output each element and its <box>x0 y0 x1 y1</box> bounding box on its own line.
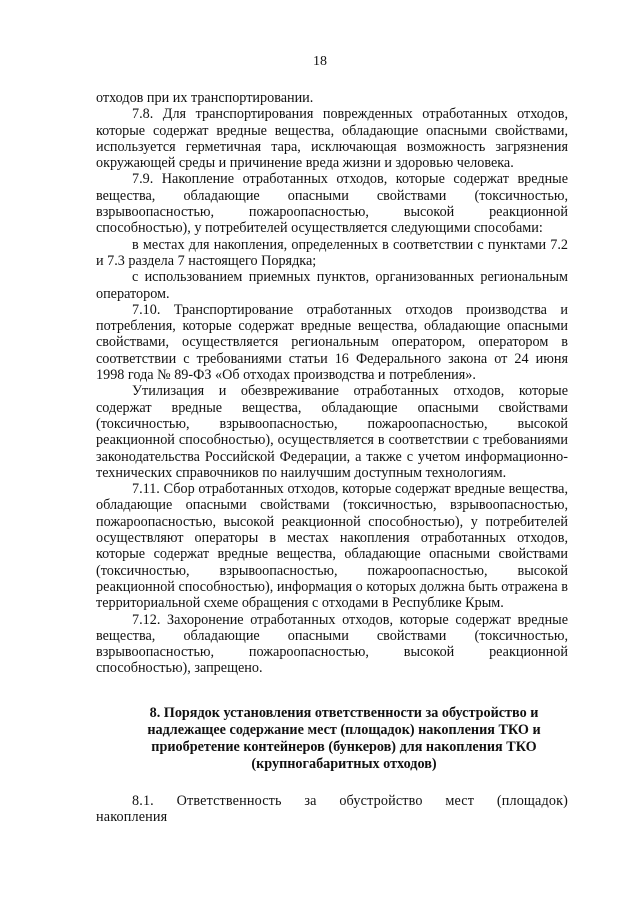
section-heading-line: (крупногабаритных отходов) <box>251 755 437 772</box>
paragraph-7-9-method-1: в местах для накопления, определенных в соответствии с пунктами 7.2 и 7.3 раздела 7 настоящего Порядка; <box>96 236 568 269</box>
page-number: 18 <box>313 54 327 69</box>
section-heading-line: 8. Порядок установления ответственности за обустройство и <box>149 704 539 721</box>
section-8-heading <box>96 705 568 773</box>
paragraph-7-10: 7.10. Транспортирование отработанных отходов производства и потребления, которые содержат вредные вещества, обладающие опасными свойствами, осуществляется региональным оператором, оператором в соответствии с требованиями статьи 16 Федерального закона от 24 июня 1998 года № 89-ФЗ «Об отходах производства и потребления». <box>96 301 568 384</box>
paragraph-7-9: 7.9. Накопление отработанных отходов, которые содержат вредные вещества, обладающие опасными свойствами (токсичностью, взрывоопасностью, пожароопасностью, высокой реакционной способностью), у потребителей осуществляется следующими способами: <box>96 171 568 237</box>
paragraph-8-1: 8.1. Ответственность за обустройство мест (площадок) накопления <box>96 792 568 825</box>
paragraph-7-8: 7.8. Для транспортирования поврежденных отработанных отходов, которые содержат вредные вещества, обладающие опасными свойствами, используется герметичная тара, исключающая возможность загрязнения окружающей среды и причинение вреда жизни и здоровью человека. <box>96 106 568 172</box>
paragraph-utilization: Утилизация и обезвреживание отработанных отходов, которые содержат вредные вещества, обладающие опасными свойствами (токсичностью, взрывоопасностью, пожароопасностью, высокой реакционной способностью), осуществляется в соответствии с требованиями законодательства Российской Федерации, а также с учетом информационно-технических справочников по наилучшим доступным технологиям. <box>96 383 568 481</box>
paragraph-7-12: 7.12. Захоронение отработанных отходов, которые содержат вредные вещества, обладающие опасными свойствами (токсичностью, взрывоопасностью, пожароопасностью, высокой реакционной способностью), запрещено. <box>96 611 568 677</box>
document-body <box>96 90 568 825</box>
paragraph-7-11: 7.11. Сбор отработанных отходов, которые содержат вредные вещества, обладающие опасными свойствами (токсичностью, взрывоопасностью, пожароопасностью, высокой реакционной способностью), у потребителей осуществляют операторы в местах накопления отработанных отходов, которые содержат вредные вещества, обладающие опасными свойствами (токсичностью, взрывоопасностью, пожароопасностью, высокой реакционной способностью), информация о которых должна быть отражена в территориальной схеме обращения с отходами в Республике Крым. <box>96 481 568 612</box>
section-heading-line: приобретение контейнеров (бункеров) для накопления ТКО <box>151 738 537 755</box>
section-heading-line: надлежащее содержание мест (площадок) накопления ТКО и <box>147 721 541 738</box>
paragraph-continuation: отходов при их транспортировании. <box>96 90 314 106</box>
paragraph-7-9-method-2: с использованием приемных пунктов, организованных региональным оператором. <box>96 269 568 302</box>
